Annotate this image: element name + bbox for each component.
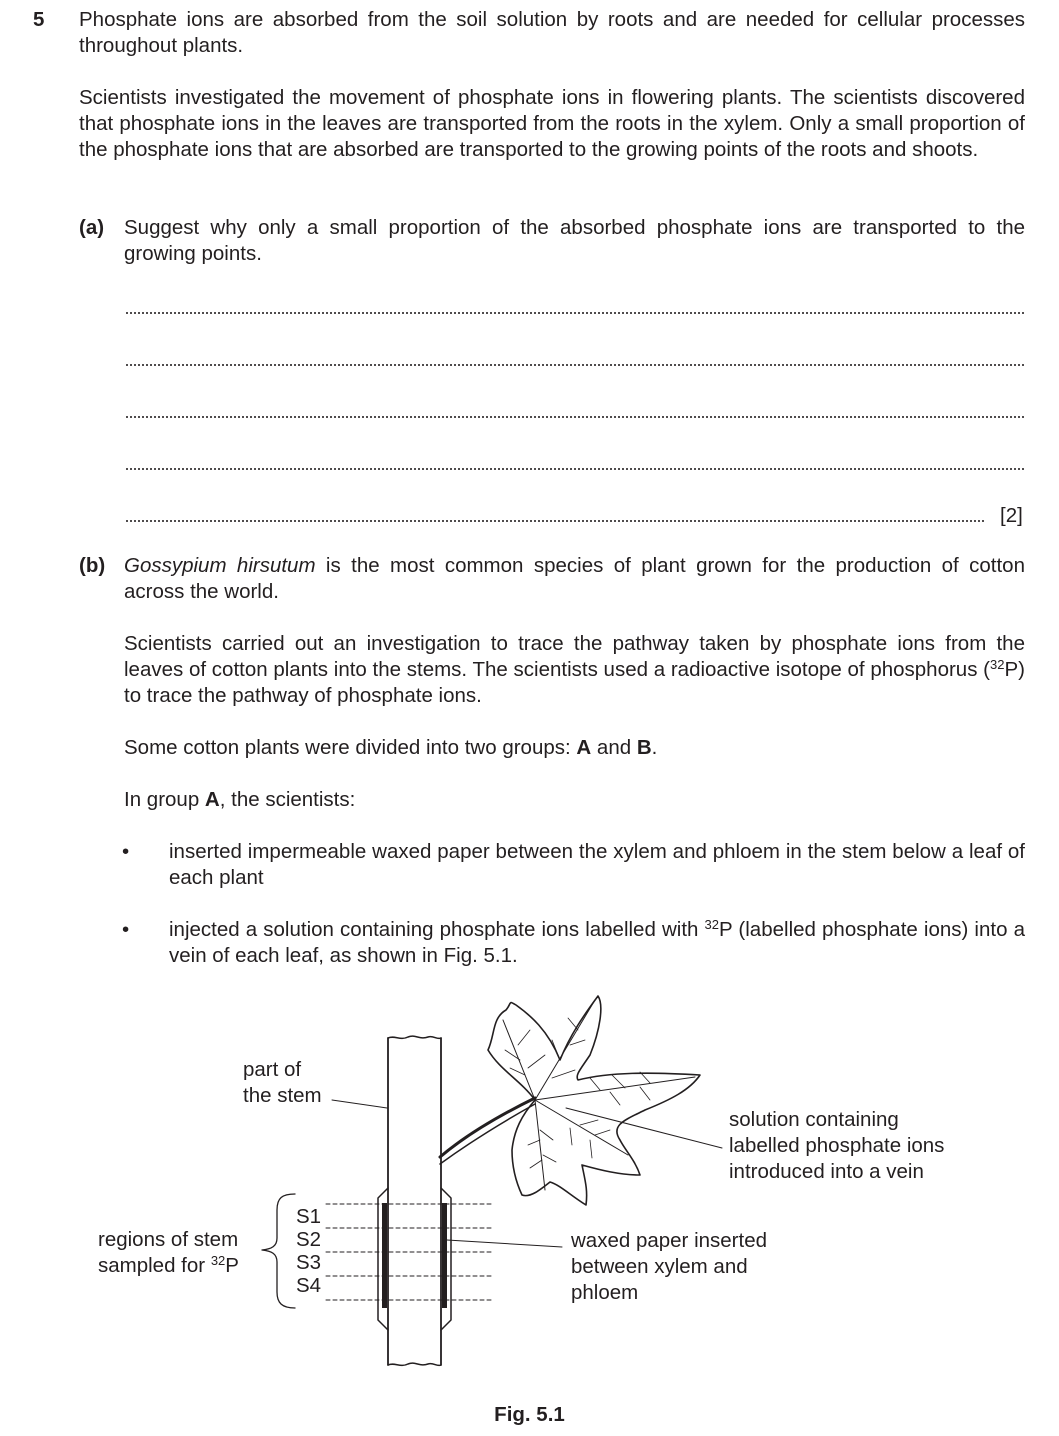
waxed-leader-line: [447, 1240, 562, 1247]
sample-label-s2: S2: [296, 1228, 322, 1251]
group-a-intro-bold: A: [204, 788, 220, 811]
part-a-question: Suggest why only a small proportion of the absorbed phosphate ions are transported to the growing points.: [124, 216, 1025, 265]
question-context: Scientists investigated the movement of phosphate ions in flowering plants. The scientists discovered that phosphate ions in the leaves are transported from the roots in the xylem. Only a small proportion of the phosphate ions that are absorbed are transported to the growing points of the roots and shoots.: [79, 86, 1025, 161]
figure-caption: Fig. 5.1: [494, 1403, 565, 1426]
leaf-drawing: [440, 996, 700, 1205]
bullet-item-1: inserted impermeable waxed paper between the xylem and phloem in the stem below a leaf of each plant: [169, 840, 1025, 889]
waxed-label-line-2: between xylem and: [571, 1255, 748, 1278]
regions-label-text: sampled for: [98, 1254, 211, 1277]
part-b-label: (b): [79, 554, 106, 577]
sample-label-s4: S4: [296, 1274, 322, 1297]
groups-and: and: [591, 736, 637, 759]
waxed-paper-label: [571, 1228, 767, 1306]
waxed-label-line-1: waxed paper inserted: [571, 1229, 768, 1252]
part-a-marks: [2]: [1000, 504, 1023, 527]
regions-label-superscript: 32: [210, 1253, 226, 1268]
group-a-label: A: [576, 736, 592, 759]
bullet-marker-1: •: [122, 840, 130, 863]
sample-region-lines: [326, 1204, 494, 1300]
isotope-mass-number: 32: [990, 657, 1005, 672]
solution-leader-line: [566, 1108, 722, 1148]
regions-label-symbol: P: [225, 1254, 239, 1277]
investigation-text-end: ) to trace the pathway of phosphate ions.: [124, 658, 1025, 707]
species-name: Gossypium hirsutum: [124, 554, 316, 577]
stem-label: [243, 1057, 322, 1109]
question-number: 5: [33, 8, 45, 31]
solution-label-line-2: labelled phosphate ions: [729, 1134, 945, 1157]
solution-label-line-3: introduced into a vein: [729, 1160, 924, 1183]
bullet-marker-2: •: [122, 918, 130, 941]
regions-brace: [262, 1194, 295, 1308]
sample-label-s3: S3: [296, 1251, 322, 1274]
group-b-label: B: [636, 736, 652, 759]
stem-leader-line: [332, 1100, 387, 1108]
bullet-2-text-start: injected a solution containing phosphate ions labelled with: [169, 918, 705, 941]
waxed-label-line-3: phloem: [571, 1281, 639, 1304]
investigation-text-start: Scientists carried out an investigation to trace the pathway taken by phosphate ions from the leaves of cotton plants into the stems. The scientists used a radioactive isotope of phosphorus (: [124, 632, 1025, 681]
group-a-intro-text: In group: [124, 788, 205, 811]
groups-text: Some cotton plants were divided into two groups:: [124, 736, 577, 759]
sample-labels: [296, 1205, 321, 1297]
stem-label-line-2: the stem: [243, 1084, 322, 1107]
group-a-intro-end: , the scientists:: [219, 788, 356, 811]
groups-end: .: [651, 736, 658, 759]
regions-label-line-1: regions of stem: [98, 1228, 239, 1251]
isotope-symbol: P: [1004, 658, 1019, 681]
stem-drawing: [378, 1036, 451, 1365]
regions-label-line-2: [98, 1253, 239, 1279]
sample-label-s1: S1: [296, 1205, 322, 1228]
question-intro: Phosphate ions are absorbed from the soil solution by roots and are needed for cellular processes throughout plants.: [79, 8, 1025, 57]
stem-label-line-1: part of: [243, 1058, 302, 1081]
solution-label-line-1: solution containing: [729, 1108, 899, 1131]
bullet-2-text-end: P (labelled phosphate ions) into a vein of each leaf, as shown in Fig. 5.1.: [169, 918, 1025, 967]
species-description: is the most common species of plant grown for the production of cotton across the world.: [124, 554, 1025, 603]
part-a-label: (a): [79, 216, 105, 239]
solution-label: [729, 1107, 944, 1185]
regions-label: [98, 1227, 239, 1279]
bullet-2-superscript: 32: [704, 917, 720, 932]
